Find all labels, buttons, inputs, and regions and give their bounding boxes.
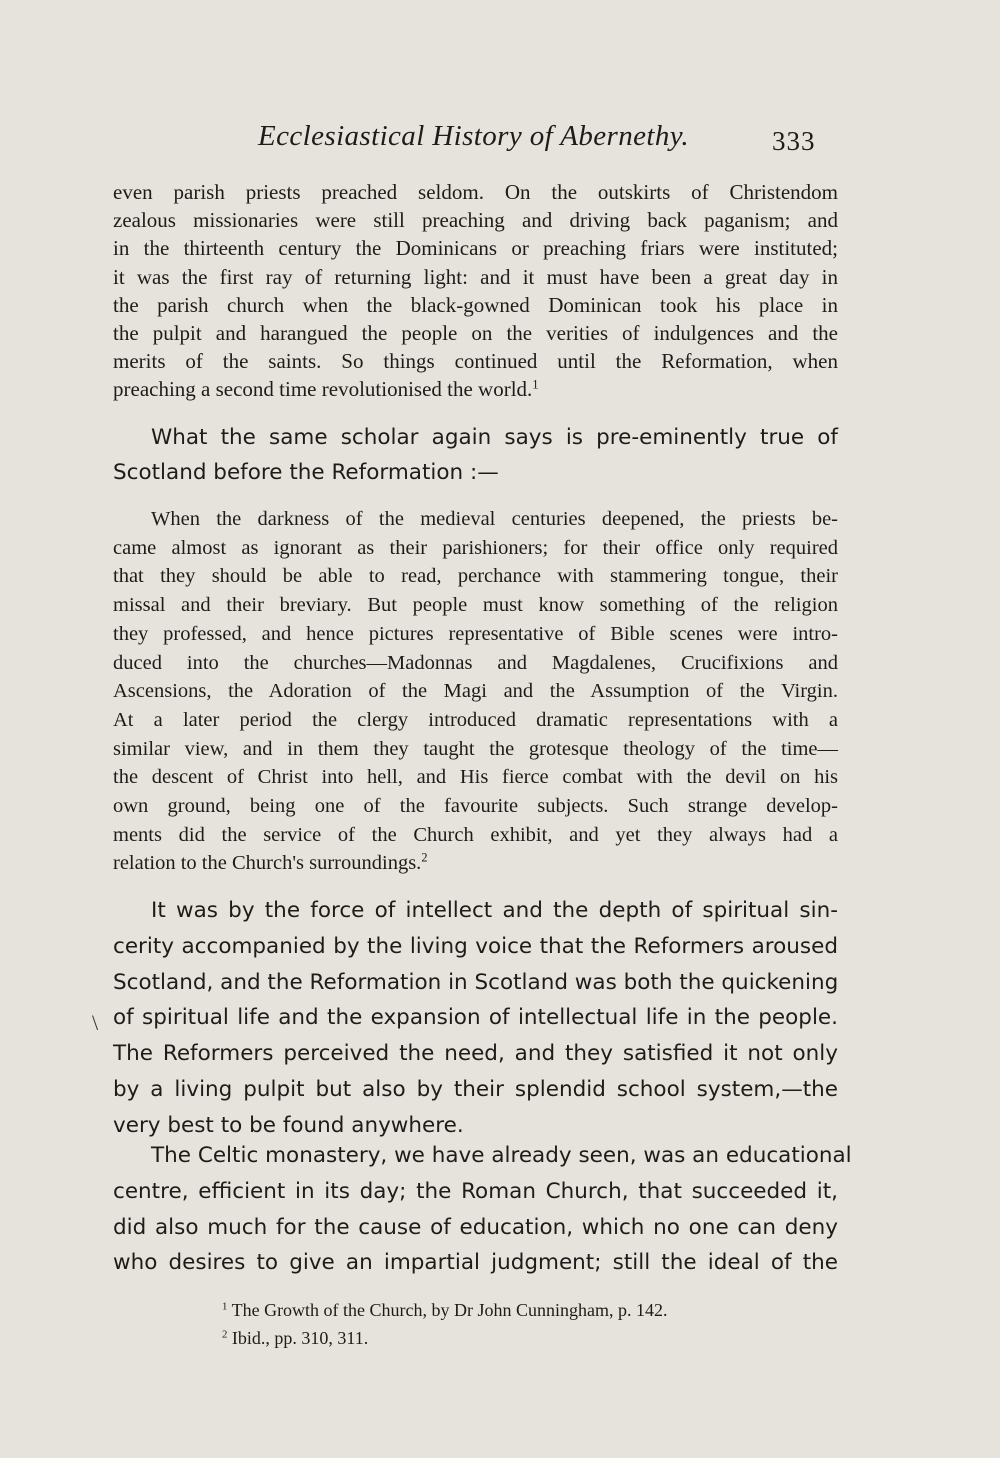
body-paragraph-reformers bbox=[113, 893, 838, 1144]
text-line: The Celtic monastery, we have already seen, was an educational bbox=[151, 1143, 852, 1168]
text-line: cerity accompanied by the living voice that the Reformers aroused bbox=[113, 933, 838, 959]
text-line: centre, efficient in its day; the Roman Church, that succeeded it, bbox=[113, 1178, 838, 1204]
text-line: It was by the force of intellect and the depth of spiritual sin- bbox=[151, 898, 838, 923]
text-line: even parish priests preached seldom. On the outskirts of Christendom bbox=[113, 180, 838, 204]
text-line: the parish church when the black-gowned Dominican took his place in bbox=[113, 292, 838, 317]
text-line-content: relation to the Church's surroundings. bbox=[113, 852, 422, 875]
footnote-reference: 2 bbox=[421, 851, 428, 866]
text-line: it was the first ray of returning light: and it must have been a great day in bbox=[113, 264, 838, 289]
text-line: who desires to give an impartial judgment; still the ideal of the bbox=[113, 1250, 838, 1276]
text-line bbox=[113, 375, 838, 403]
text-line: the pulpit and harangued the people on the verities of indulgences and the bbox=[113, 321, 838, 346]
text-line: that they should be able to read, perchance with stammering tongue, their bbox=[113, 565, 838, 588]
running-title: Ecclesiastical History of Abernethy. bbox=[258, 120, 690, 152]
text-line: missal and their breviary. But people must know something of the religion bbox=[113, 594, 838, 617]
text-line: they professed, and hence pictures representative of Bible scenes were intro- bbox=[113, 622, 838, 645]
text-line: Ascensions, the Adoration of the Magi and the Assumption of the Virgin. bbox=[113, 680, 838, 703]
footnote-text: The Growth of the Church, by Dr John Cunningham, p. 142. bbox=[227, 1300, 668, 1320]
text-line: in the thirteenth century the Dominicans or preaching friars were instituted; bbox=[113, 236, 838, 261]
text-line: of spiritual life and the expansion of intellectual life in the people. bbox=[113, 1005, 838, 1031]
text-line: by a living pulpit but also by their splendid school system,—the bbox=[113, 1076, 838, 1102]
footnotes bbox=[222, 1296, 782, 1352]
text-line: merits of the saints. So things continued until the Reformation, when bbox=[113, 349, 838, 374]
text-line-content: preaching a second time revolutionised the world. bbox=[113, 377, 533, 402]
text-line: the descent of Christ into hell, and His fierce combat with the devil on his bbox=[113, 766, 838, 789]
text-line: similar view, and in them they taught the grotesque theology of the time— bbox=[113, 737, 838, 760]
text-line: Scotland before the Reformation :— bbox=[113, 460, 499, 485]
text-line: own ground, being one of the favourite subjects. Such strange develop- bbox=[113, 795, 838, 818]
quoted-passage bbox=[113, 505, 838, 878]
footnote-marker: 1 bbox=[222, 1300, 228, 1313]
footnote-reference: 1 bbox=[532, 377, 539, 392]
text-line: did also much for the cause of education, which no one can deny bbox=[113, 1214, 838, 1240]
text-line: ments did the service of the Church exhibit, and yet they always had a bbox=[113, 823, 838, 846]
text-line bbox=[113, 849, 838, 878]
text-line: The Reformers perceived the need, and they satisfied it not only bbox=[113, 1041, 838, 1067]
body-paragraph-celtic bbox=[113, 1138, 852, 1281]
text-line: duced into the churches—Madonnas and Magdalenes, Crucifixions and bbox=[113, 651, 838, 674]
footnote bbox=[222, 1296, 782, 1324]
text-line: When the darkness of the medieval centuries deepened, the priests be- bbox=[151, 508, 838, 530]
footnote bbox=[222, 1324, 782, 1352]
text-line: At a later period the clergy introduced dramatic representations with a bbox=[113, 708, 838, 731]
footnote-marker: 2 bbox=[222, 1328, 228, 1341]
page-header bbox=[0, 116, 1000, 164]
footnote-text: Ibid., pp. 310, 311. bbox=[227, 1328, 369, 1348]
quoted-passage-continued bbox=[113, 178, 838, 404]
text-line: Scotland, and the Reformation in Scotland was both the quickening bbox=[113, 969, 839, 995]
text-line: zealous missionaries were still preaching and driving back paganism; and bbox=[113, 208, 838, 233]
text-line: came almost as ignorant as their parishioners; for their office only required bbox=[113, 536, 838, 559]
text-line: What the same scholar again says is pre-eminently true of bbox=[151, 425, 838, 450]
text-line: very best to be found anywhere. bbox=[113, 1112, 464, 1138]
body-paragraph-intro bbox=[113, 420, 838, 490]
page-number: 333 bbox=[772, 126, 816, 156]
margin-pencil-mark: \ bbox=[92, 1010, 99, 1035]
